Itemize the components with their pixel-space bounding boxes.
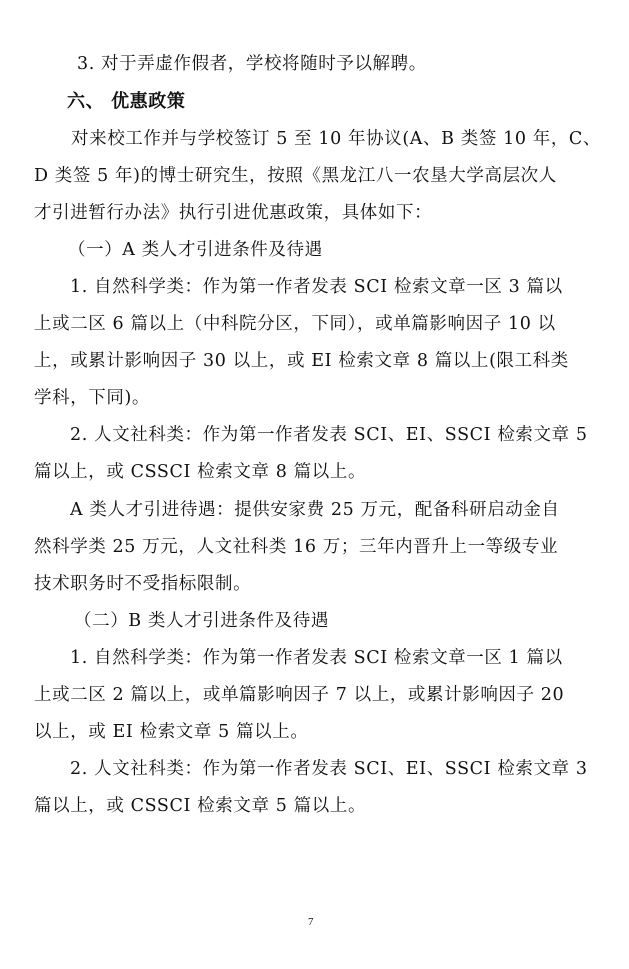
- b-humanities-line-1: 2. 人文社科类：作为第一作者发表 SCI、EI、SSCI 检索文章 3: [70, 759, 588, 779]
- b-natural-science-line-2: 上或二区 2 篇以上，或单篇影响因子 7 以上，或累计影响因子 20: [34, 685, 565, 705]
- a-natural-science-line-1: 1. 自然科学类：作为第一作者发表 SCI 检索文章一区 3 篇以: [70, 277, 563, 297]
- a-benefits-line-3: 技术职务时不受指标限制。: [34, 574, 252, 594]
- policy-intro-line-2: D 类签 5 年)的博士研究生，按照《黑龙江八一农垦大学高层次人: [34, 166, 557, 186]
- a-natural-science-line-4: 学科，下同)。: [34, 388, 151, 408]
- a-natural-science-line-3: 上，或累计影响因子 30 以上，或 EI 检索文章 8 篇以上(限工科类: [34, 351, 569, 371]
- a-benefits-line-1: A 类人才引进待遇：提供安家费 25 万元，配备科研启动金自: [70, 500, 560, 520]
- b-natural-science-line-3: 以上，或 EI 检索文章 5 篇以上。: [34, 722, 309, 742]
- a-benefits-line-2: 然科学类 25 万元，人文社科类 16 万；三年内晋升上一等级专业: [34, 537, 559, 557]
- policy-intro-line-1: 对来校工作并与学校签订 5 至 10 年协议(A、B 类签 10 年，C、: [71, 129, 602, 149]
- subsection-a-heading: （一）A 类人才引进条件及待遇: [68, 240, 323, 260]
- a-humanities-line-1: 2. 人文社科类：作为第一作者发表 SCI、EI、SSCI 检索文章 5: [70, 425, 588, 445]
- subsection-b-heading: （二）B 类人才引进条件及待遇: [74, 611, 329, 631]
- paragraph-item-3-dismissal: 3. 对于弄虚作假者，学校将随时予以解聘。: [77, 54, 427, 74]
- section-heading-preferential-policy: 六、 优惠政策: [67, 91, 186, 112]
- a-humanities-line-2: 篇以上，或 CSSCI 检索文章 8 篇以上。: [34, 462, 367, 482]
- policy-intro-line-3: 才引进暂行办法》执行引进优惠政策，具体如下：: [34, 203, 433, 223]
- page-number: 7: [308, 916, 314, 928]
- a-natural-science-line-2: 上或二区 6 篇以上（中科院分区，下同），或单篇影响因子 10 以: [34, 314, 556, 334]
- b-humanities-line-2: 篇以上，或 CSSCI 检索文章 5 篇以上。: [34, 796, 367, 816]
- b-natural-science-line-1: 1. 自然科学类：作为第一作者发表 SCI 检索文章一区 1 篇以: [70, 648, 563, 668]
